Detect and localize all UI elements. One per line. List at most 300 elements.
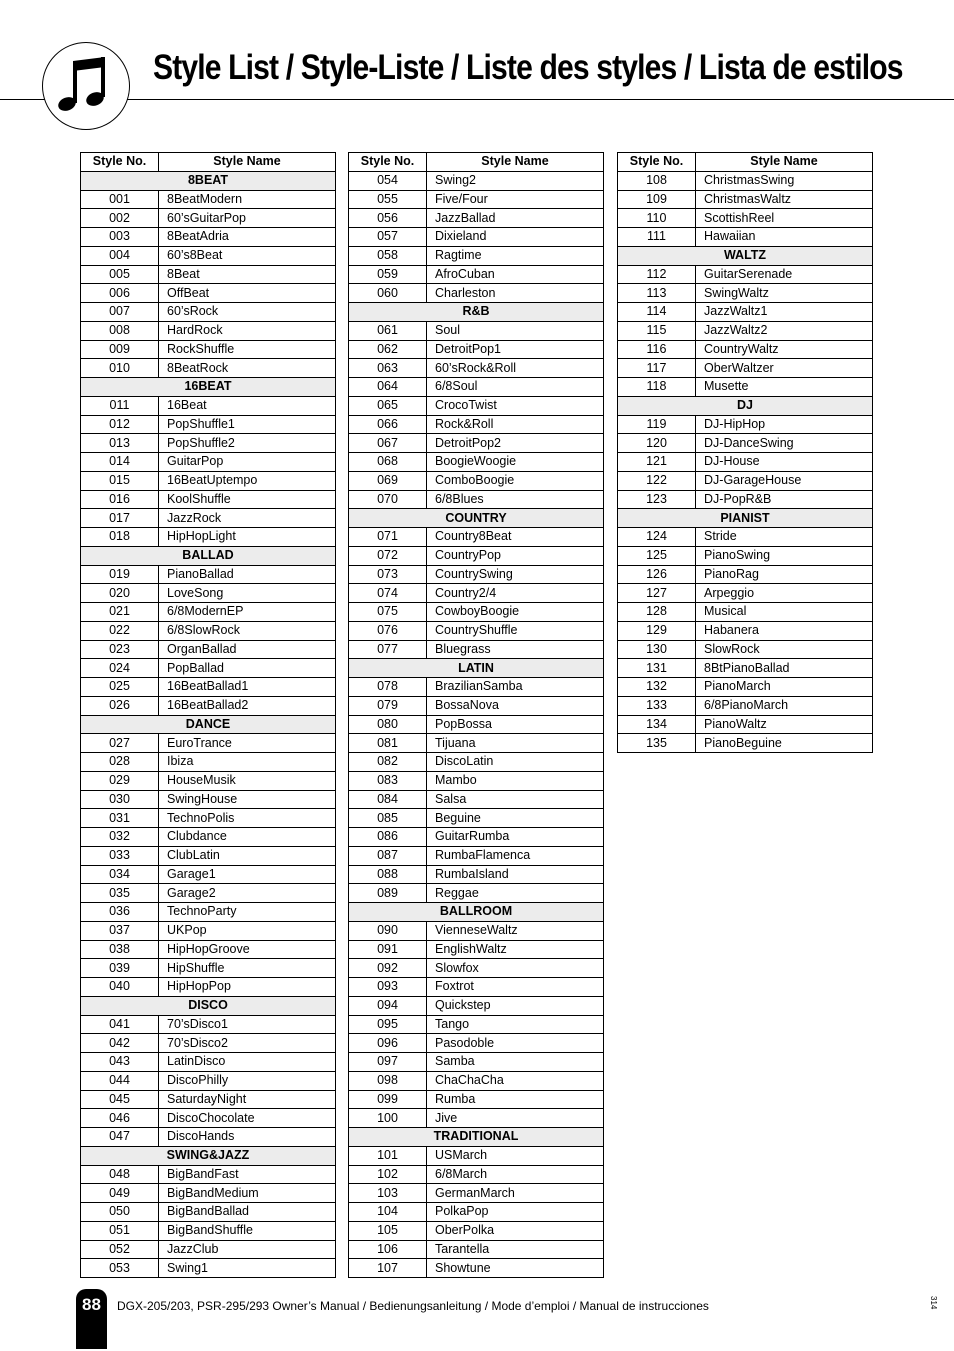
table-row <box>618 621 873 640</box>
header-style-number: Style No. <box>81 153 159 172</box>
table-row <box>349 1071 604 1090</box>
style-name: ChristmasWaltz <box>696 190 873 209</box>
table-row <box>349 1259 604 1278</box>
table-row <box>81 1165 336 1184</box>
table-row <box>81 565 336 584</box>
style-number: 051 <box>81 1221 159 1240</box>
table-row <box>81 884 336 903</box>
table-row <box>349 340 604 359</box>
table-row <box>349 378 604 397</box>
style-name: JazzWaltz1 <box>696 303 873 322</box>
style-number: 131 <box>618 659 696 678</box>
table-row <box>349 246 604 265</box>
style-name: CowboyBoogie <box>427 603 604 622</box>
style-number: 079 <box>349 696 427 715</box>
style-name: 60’sGuitarPop <box>159 209 336 228</box>
style-number: 054 <box>349 171 427 190</box>
style-number: 056 <box>349 209 427 228</box>
style-name: Mambo <box>427 771 604 790</box>
table-row <box>349 959 604 978</box>
table-row <box>81 1034 336 1053</box>
style-number: 113 <box>618 284 696 303</box>
style-name: Ibiza <box>159 753 336 772</box>
style-name: Rumba <box>427 1090 604 1109</box>
style-number: 090 <box>349 921 427 940</box>
table-row <box>81 640 336 659</box>
style-name: OberWaltzer <box>696 359 873 378</box>
style-name: Soul <box>427 321 604 340</box>
style-number: 049 <box>81 1184 159 1203</box>
style-number: 084 <box>349 790 427 809</box>
style-name: ComboBoogie <box>427 471 604 490</box>
style-name: 70’sDisco1 <box>159 1015 336 1034</box>
table-row <box>618 303 873 322</box>
table-row <box>618 359 873 378</box>
style-number: 021 <box>81 603 159 622</box>
category-row <box>81 546 336 565</box>
style-name: 8BeatModern <box>159 190 336 209</box>
style-name: Habanera <box>696 621 873 640</box>
style-name: DJ-HipHop <box>696 415 873 434</box>
category-label: DJ <box>618 396 873 415</box>
style-name: Five/Four <box>427 190 604 209</box>
style-name: HouseMusik <box>159 771 336 790</box>
table-row <box>81 303 336 322</box>
style-number: 104 <box>349 1203 427 1222</box>
style-name: 6/8Soul <box>427 378 604 397</box>
style-number: 094 <box>349 996 427 1015</box>
table-row <box>81 603 336 622</box>
category-label: 16BEAT <box>81 378 336 397</box>
table-row <box>349 865 604 884</box>
style-number: 126 <box>618 565 696 584</box>
style-name: Bluegrass <box>427 640 604 659</box>
table-row <box>618 453 873 472</box>
category-row <box>618 246 873 265</box>
style-number: 119 <box>618 415 696 434</box>
style-number: 073 <box>349 565 427 584</box>
table-row <box>81 1259 336 1278</box>
music-note-glyph <box>53 53 119 119</box>
style-number: 077 <box>349 640 427 659</box>
table-row <box>349 678 604 697</box>
table-row <box>81 209 336 228</box>
style-number: 035 <box>81 884 159 903</box>
style-number: 083 <box>349 771 427 790</box>
style-name: 6/8SlowRock <box>159 621 336 640</box>
style-name: Swing2 <box>427 171 604 190</box>
style-name: LoveSong <box>159 584 336 603</box>
style-number: 127 <box>618 584 696 603</box>
table-row <box>81 1053 336 1072</box>
page-number-badge: 88 <box>76 1289 107 1349</box>
table-row <box>349 190 604 209</box>
table-row <box>349 1184 604 1203</box>
category-label: BALLAD <box>81 546 336 565</box>
table-row <box>349 715 604 734</box>
style-number: 081 <box>349 734 427 753</box>
style-number: 005 <box>81 265 159 284</box>
table-row <box>81 340 336 359</box>
style-name: PianoMarch <box>696 678 873 697</box>
style-number: 106 <box>349 1240 427 1259</box>
style-number: 074 <box>349 584 427 603</box>
table-row <box>81 978 336 997</box>
style-number: 071 <box>349 528 427 547</box>
style-number: 053 <box>81 1259 159 1278</box>
style-number: 052 <box>81 1240 159 1259</box>
style-name: HardRock <box>159 321 336 340</box>
table-row <box>618 340 873 359</box>
style-name: PianoSwing <box>696 546 873 565</box>
category-label: SWING&JAZZ <box>81 1146 336 1165</box>
style-number: 116 <box>618 340 696 359</box>
table-row <box>349 1109 604 1128</box>
category-label: DANCE <box>81 715 336 734</box>
table-row <box>81 959 336 978</box>
category-label: R&B <box>349 303 604 322</box>
table-row <box>81 846 336 865</box>
style-name: USMarch <box>427 1146 604 1165</box>
style-name: PianoWaltz <box>696 715 873 734</box>
style-name: PianoRag <box>696 565 873 584</box>
table-row <box>81 509 336 528</box>
style-name: GuitarPop <box>159 453 336 472</box>
style-number: 096 <box>349 1034 427 1053</box>
style-name: 6/8March <box>427 1165 604 1184</box>
table-row <box>81 265 336 284</box>
table-row <box>349 546 604 565</box>
style-name: 60’sRock&Roll <box>427 359 604 378</box>
table-row <box>349 528 604 547</box>
style-number: 050 <box>81 1203 159 1222</box>
table-row <box>81 1071 336 1090</box>
style-name: JazzWaltz2 <box>696 321 873 340</box>
style-number: 112 <box>618 265 696 284</box>
style-number: 125 <box>618 546 696 565</box>
style-name: BigBandBallad <box>159 1203 336 1222</box>
table-row <box>349 453 604 472</box>
style-number: 093 <box>349 978 427 997</box>
table-row <box>81 696 336 715</box>
category-row <box>349 303 604 322</box>
category-label: COUNTRY <box>349 509 604 528</box>
style-name: RockShuffle <box>159 340 336 359</box>
style-name: Arpeggio <box>696 584 873 603</box>
table-row <box>349 790 604 809</box>
table-row <box>618 640 873 659</box>
table-row <box>81 1128 336 1147</box>
style-name: DetroitPop1 <box>427 340 604 359</box>
page-title: Style List / Style-Liste / Liste des styles / Lista de estilos <box>153 48 903 87</box>
category-row <box>349 1128 604 1147</box>
style-number: 006 <box>81 284 159 303</box>
style-name: SlowRock <box>696 640 873 659</box>
table-row <box>618 209 873 228</box>
table-row <box>618 528 873 547</box>
style-table-2 <box>348 152 604 1278</box>
table-row <box>618 696 873 715</box>
table-row <box>81 865 336 884</box>
style-number: 027 <box>81 734 159 753</box>
style-table-3 <box>617 152 873 753</box>
table-row <box>81 190 336 209</box>
style-number: 004 <box>81 246 159 265</box>
header-style-name: Style Name <box>427 153 604 172</box>
style-name: Dixieland <box>427 228 604 247</box>
style-number: 117 <box>618 359 696 378</box>
style-name: LatinDisco <box>159 1053 336 1072</box>
style-number: 029 <box>81 771 159 790</box>
style-name: Country2/4 <box>427 584 604 603</box>
style-number: 076 <box>349 621 427 640</box>
style-name: ScottishReel <box>696 209 873 228</box>
style-name: UKPop <box>159 921 336 940</box>
table-row <box>618 490 873 509</box>
table-row <box>349 940 604 959</box>
style-name: DJ-DanceSwing <box>696 434 873 453</box>
table-row <box>618 659 873 678</box>
style-number: 044 <box>81 1071 159 1090</box>
style-number: 066 <box>349 415 427 434</box>
style-name: Quickstep <box>427 996 604 1015</box>
category-label: PIANIST <box>618 509 873 528</box>
style-name: TechnoPolis <box>159 809 336 828</box>
table-row <box>618 603 873 622</box>
style-name: Samba <box>427 1053 604 1072</box>
table-row <box>618 678 873 697</box>
table-row <box>81 359 336 378</box>
table-header-row <box>81 153 336 172</box>
style-number: 091 <box>349 940 427 959</box>
style-number: 109 <box>618 190 696 209</box>
style-name: Salsa <box>427 790 604 809</box>
style-name: Tarantella <box>427 1240 604 1259</box>
style-table-1 <box>80 152 336 1278</box>
table-row <box>81 284 336 303</box>
style-name: Stride <box>696 528 873 547</box>
style-number: 008 <box>81 321 159 340</box>
table-row <box>618 284 873 303</box>
table-row <box>349 1165 604 1184</box>
style-name: DJ-PopR&B <box>696 490 873 509</box>
style-name: GermanMarch <box>427 1184 604 1203</box>
style-name: JazzBallad <box>427 209 604 228</box>
table-row <box>349 284 604 303</box>
style-name: Clubdance <box>159 828 336 847</box>
style-name: BigBandMedium <box>159 1184 336 1203</box>
table-row <box>349 321 604 340</box>
style-number: 026 <box>81 696 159 715</box>
style-name: 16BeatBallad1 <box>159 678 336 697</box>
table-row <box>349 1090 604 1109</box>
style-number: 070 <box>349 490 427 509</box>
table-row <box>349 1240 604 1259</box>
style-name: 16BeatUptempo <box>159 471 336 490</box>
style-number: 095 <box>349 1015 427 1034</box>
style-name: CountryPop <box>427 546 604 565</box>
style-number: 048 <box>81 1165 159 1184</box>
style-number: 100 <box>349 1109 427 1128</box>
style-number: 069 <box>349 471 427 490</box>
table-row <box>81 903 336 922</box>
style-name: Reggae <box>427 884 604 903</box>
table-header-row <box>618 153 873 172</box>
table-row <box>81 471 336 490</box>
style-number: 031 <box>81 809 159 828</box>
table-row <box>349 734 604 753</box>
style-number: 047 <box>81 1128 159 1147</box>
table-row <box>349 996 604 1015</box>
style-name: Musette <box>696 378 873 397</box>
style-number: 055 <box>349 190 427 209</box>
category-label: TRADITIONAL <box>349 1128 604 1147</box>
table-row <box>81 940 336 959</box>
table-row <box>349 471 604 490</box>
style-number: 075 <box>349 603 427 622</box>
table-row <box>81 584 336 603</box>
style-name: OrganBallad <box>159 640 336 659</box>
header-style-name: Style Name <box>696 153 873 172</box>
style-number: 121 <box>618 453 696 472</box>
style-number: 103 <box>349 1184 427 1203</box>
category-row <box>349 659 604 678</box>
style-number: 122 <box>618 471 696 490</box>
style-name: Rock&Roll <box>427 415 604 434</box>
style-number: 057 <box>349 228 427 247</box>
style-number: 034 <box>81 865 159 884</box>
style-number: 064 <box>349 378 427 397</box>
style-number: 015 <box>81 471 159 490</box>
table-row <box>618 265 873 284</box>
style-number: 009 <box>81 340 159 359</box>
style-name: 8Beat <box>159 265 336 284</box>
table-row <box>349 565 604 584</box>
style-number: 133 <box>618 696 696 715</box>
style-name: 16Beat <box>159 396 336 415</box>
style-number: 038 <box>81 940 159 959</box>
style-name: 8BeatRock <box>159 359 336 378</box>
style-number: 041 <box>81 1015 159 1034</box>
style-number: 082 <box>349 753 427 772</box>
style-name: DJ-GarageHouse <box>696 471 873 490</box>
table-row <box>349 621 604 640</box>
style-number: 108 <box>618 171 696 190</box>
category-label: LATIN <box>349 659 604 678</box>
style-number: 089 <box>349 884 427 903</box>
style-name: KoolShuffle <box>159 490 336 509</box>
category-label: 8BEAT <box>81 171 336 190</box>
table-row <box>349 640 604 659</box>
table-row <box>349 753 604 772</box>
style-name: OffBeat <box>159 284 336 303</box>
style-number: 086 <box>349 828 427 847</box>
table-row <box>349 978 604 997</box>
table-row <box>349 828 604 847</box>
style-name: GuitarSerenade <box>696 265 873 284</box>
style-number: 110 <box>618 209 696 228</box>
table-row <box>618 190 873 209</box>
style-name: DiscoHands <box>159 1128 336 1147</box>
style-number: 118 <box>618 378 696 397</box>
style-number: 063 <box>349 359 427 378</box>
table-row <box>81 753 336 772</box>
style-name: SwingHouse <box>159 790 336 809</box>
style-number: 002 <box>81 209 159 228</box>
table-row <box>349 396 604 415</box>
style-name: 6/8PianoMarch <box>696 696 873 715</box>
style-name: HipShuffle <box>159 959 336 978</box>
style-number: 134 <box>618 715 696 734</box>
table-row <box>349 1221 604 1240</box>
style-number: 129 <box>618 621 696 640</box>
style-name: Showtune <box>427 1259 604 1278</box>
style-name: Garage2 <box>159 884 336 903</box>
style-number: 130 <box>618 640 696 659</box>
table-row <box>349 603 604 622</box>
style-number: 018 <box>81 528 159 547</box>
style-name: Hawaiian <box>696 228 873 247</box>
style-number: 072 <box>349 546 427 565</box>
style-number: 078 <box>349 678 427 697</box>
style-number: 010 <box>81 359 159 378</box>
style-name: Jive <box>427 1109 604 1128</box>
style-name: Ragtime <box>427 246 604 265</box>
style-number: 105 <box>349 1221 427 1240</box>
style-number: 068 <box>349 453 427 472</box>
style-number: 092 <box>349 959 427 978</box>
style-name: 6/8ModernEP <box>159 603 336 622</box>
table-row <box>618 415 873 434</box>
table-row <box>81 246 336 265</box>
style-name: OberPolka <box>427 1221 604 1240</box>
table-row <box>618 715 873 734</box>
style-number: 013 <box>81 434 159 453</box>
style-number: 025 <box>81 678 159 697</box>
style-number: 030 <box>81 790 159 809</box>
style-number: 128 <box>618 603 696 622</box>
style-number: 043 <box>81 1053 159 1072</box>
style-name: Garage1 <box>159 865 336 884</box>
style-number: 099 <box>349 1090 427 1109</box>
style-name: DiscoChocolate <box>159 1109 336 1128</box>
style-number: 107 <box>349 1259 427 1278</box>
style-number: 040 <box>81 978 159 997</box>
category-label: WALTZ <box>618 246 873 265</box>
style-name: TechnoParty <box>159 903 336 922</box>
style-number: 037 <box>81 921 159 940</box>
table-row <box>618 565 873 584</box>
table-row <box>81 828 336 847</box>
table-row <box>81 921 336 940</box>
style-name: DetroitPop2 <box>427 434 604 453</box>
category-label: BALLROOM <box>349 903 604 922</box>
style-number: 123 <box>618 490 696 509</box>
style-name: PianoBallad <box>159 565 336 584</box>
style-number: 124 <box>618 528 696 547</box>
style-name: Beguine <box>427 809 604 828</box>
style-name: JazzClub <box>159 1240 336 1259</box>
style-number: 067 <box>349 434 427 453</box>
style-name: JazzRock <box>159 509 336 528</box>
table-row <box>349 171 604 190</box>
style-name: RumbaIsland <box>427 865 604 884</box>
style-name: 60’sRock <box>159 303 336 322</box>
style-number: 032 <box>81 828 159 847</box>
table-row <box>81 453 336 472</box>
table-row <box>349 209 604 228</box>
table-row <box>349 265 604 284</box>
